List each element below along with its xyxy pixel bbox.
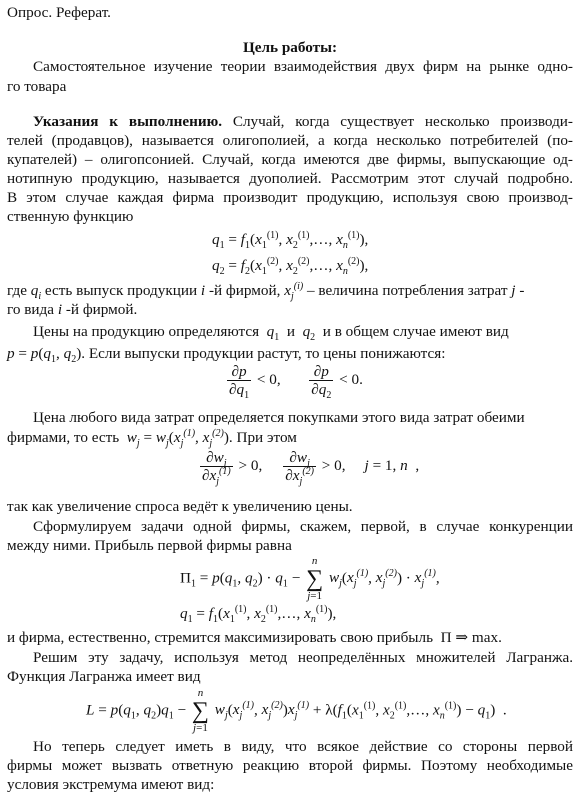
- gde-line-1: где $q_i$ есть выпуск продукции i -й фирмой, $x_j^{(i)}$ – величина потребления затрат j -: [7, 280, 525, 303]
- task-line-1: Сформулируем задачи одной фирмы, скажем, первой, в случае конкуренции: [33, 518, 573, 535]
- formula-constraint: $q_1 = f_1(x_1^{(1)}$, $x_2^{(1)},\dots$, $x_n^{(1)}$),: [180, 603, 337, 626]
- header-text: Опрос. Реферат.: [7, 4, 111, 21]
- max-line: и фирма, естественно, стремится максимизировать свою прибыль Π ⇒ max.: [7, 629, 502, 646]
- goal-line-1: Самостоятельное изучение теории взаимодействия двух фирм на рынке одно-: [33, 58, 573, 75]
- goal-line-2: го товара: [7, 78, 67, 95]
- prices-line-1: Цены на продукцию определяются $q_1$ и $q_2$ и в общем случае имеют вид: [33, 323, 509, 344]
- goal-title: Цель работы:: [242, 39, 338, 56]
- cost-line-2: фирмами, то есть $w_j = w_j(x_j^{(1)}$, $x_j^{(2)}$). При этом: [7, 427, 297, 450]
- cost-line-1: Цена любого вида затрат определяется покупками этого вида затрат обеими: [33, 409, 525, 426]
- gde-line-2: го вида i -й фирмой.: [7, 301, 138, 318]
- instructions-line-5: В этом случае каждая фирма производит продукцию, используя свою производ-: [7, 189, 573, 206]
- instructions-line-6: ственную функцию: [7, 208, 134, 225]
- instructions-line-2: телей (продавцов), называется олигополией, а когда несколько потребителей (по-: [7, 132, 573, 149]
- formula-production-1: $q_1 = f_1(x_1^{(1)}$, $x_2^{(1)},\dots$, $x_n^{(1)}$),: [212, 229, 369, 252]
- final-line-2: фирмы может вызвать ответную реакцию второй фирмы. Поэтому необходимые: [7, 757, 573, 774]
- formula-lagrangian: $L = p(q_1$, $q_2)q_1 - n$ ∑ j=1 $w_j(x_j^{(1)}$, $x_j^{(2)})x_j^{(1)} + \lambda(f_1(x_1^{(1)}$, $x_2^{(1)},\dots$, $x_n^{(1)}) - q_1$) .: [86, 687, 507, 734]
- instructions-line-4: нотипную продукцию, называется дуополией. Рассмотрим этот случай подробно.: [7, 170, 573, 187]
- instructions-line-1: Указания к выполнению. Случай, когда существует несколько производи-: [33, 113, 573, 130]
- task-line-2: между ними. Прибыль первой фирмы равна: [7, 537, 292, 554]
- final-line-1: Но теперь следует иметь в виду, что всякое действие со стороны первой: [33, 738, 573, 755]
- lagrange-line-2: Функция Лагранжа имеет вид: [7, 668, 201, 685]
- instructions-lead: Указания к выполнению.: [33, 113, 222, 130]
- lagrange-line-1: Решим эту задачу, используя метод неопределённых множителей Лагранжа.: [33, 649, 573, 666]
- formula-cost-derivatives: $\frac{\partial w_j}{\partial x_j^{(1)}}$ > 0, $\frac{\partial w_j}{\partial x_j^{(2)}}$ > 0, j = 1, n ,: [202, 449, 420, 488]
- final-line-3: условия экстремума имеют вид:: [7, 776, 215, 793]
- formula-production-2: $q_2 = f_2(x_1^{(2)}$, $x_2^{(2)},\dots$, $x_n^{(2)}$),: [212, 255, 369, 278]
- formula-profit: $\Pi_1 = p(q_1$, $q_2) \cdot q_1 - n$ ∑ j=1 $w_j(x_j^{(1)}$, $x_j^{(2)}) \cdot x_j^{(1)}$,: [180, 555, 440, 602]
- prices-line-2: $p = p(q_1$, $q_2$). Если выпуски продукции растут, то цены понижаются:: [7, 345, 446, 366]
- demand-line: так как увеличение спроса ведёт к увеличению цены.: [7, 498, 353, 515]
- formula-price-derivatives: $\frac{\partial p}{\partial q_1}$ < 0, $\frac{\partial p}{\partial q_2}$ < 0.: [229, 363, 363, 402]
- instructions-line-3: купателей) – олигопсонией. Случай, когда имеются две фирмы, выпускающие од-: [7, 151, 573, 168]
